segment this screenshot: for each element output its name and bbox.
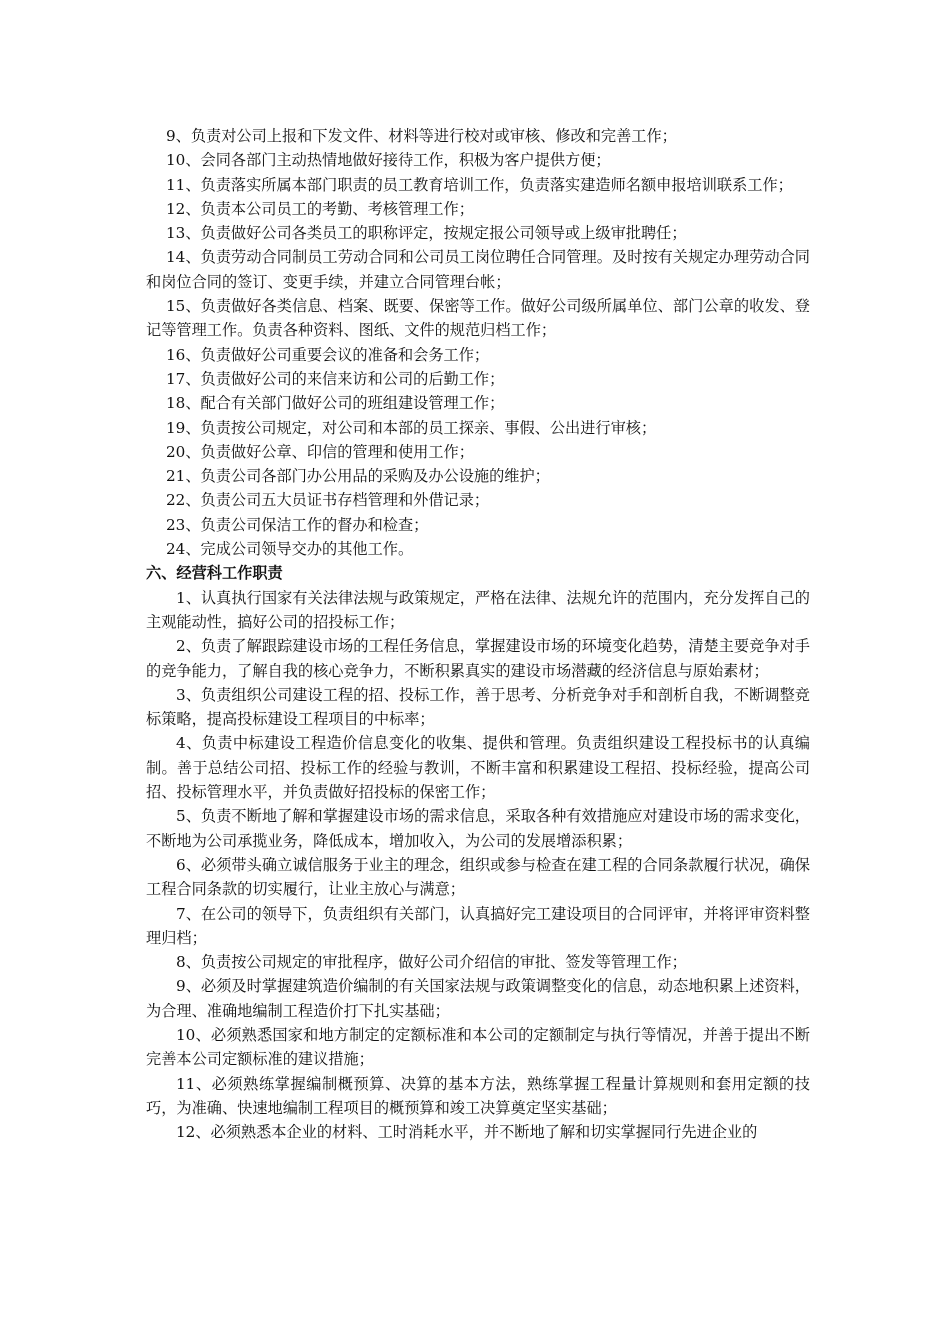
document-body <box>146 124 810 1144</box>
duty-item: 12、必须熟悉本企业的材料、工时消耗水平，并不断地了解和切实掌握同行先进企业的 <box>176 1123 758 1142</box>
duty-item: 23、负责公司保洁工作的督办和检查； <box>166 515 429 534</box>
duty-item: 4、负责中标建设工程造价信息变化的收集、提供和管理。负责组织建设工程投标书的认真编制。善于总结公司招、投标工作的经验与教训，不断丰富和积累建设工程招、投标经验，提高公司招、投标管理水平，并负责做好招投标的保密工作； <box>146 734 810 802</box>
duty-item: 5、负责不断地了解和掌握建设市场的需求信息，采取各种有效措施应对建设市场的需求变化，不断地为公司承揽业务，降低成本，增加收入，为公司的发展增添积累； <box>146 807 810 850</box>
duty-item: 3、负责组织公司建设工程的招、投标工作，善于思考、分析竞争对手和剖析自我，不断调整竞标策略，提高投标建设工程项目的中标率； <box>146 685 810 729</box>
duty-item: 16、负责做好公司重要会议的准备和会务工作； <box>166 345 490 364</box>
duty-item: 11、负责落实所属本部门职责的员工教育培训工作，负责落实建造师名额申报培训联系工作； <box>166 175 793 194</box>
duty-item: 1、认真执行国家有关法律法规与政策规定，严格在法律、法规允许的范围内，充分发挥自己的主观能动性，搞好公司的招投标工作； <box>146 588 810 631</box>
duty-item: 22、负责公司五大员证书存档管理和外借记录； <box>166 491 490 510</box>
duty-item: 19、负责按公司规定，对公司和本部的员工探亲、事假、公出进行审核； <box>166 418 657 437</box>
duty-item: 9、负责对公司上报和下发文件、材料等进行校对或审核、修改和完善工作； <box>166 127 677 145</box>
duty-item: 17、负责做好公司的来信来访和公司的后勤工作； <box>166 369 505 388</box>
duty-item: 24、完成公司领导交办的其他工作。 <box>166 540 414 559</box>
duty-item: 11、必须熟练掌握编制概预算、决算的基本方法，熟练掌握工程量计算规则和套用定额的技巧，为准确、快速地编制工程项目的概预算和竣工决算奠定坚实基础； <box>146 1074 810 1117</box>
duty-item: 20、负责做好公章、印信的管理和使用工作； <box>166 442 474 461</box>
section-heading: 六、经营科工作职责 <box>146 564 283 583</box>
duty-item: 10、会同各部门主动热情地做好接待工作，积极为客户提供方便； <box>166 151 611 170</box>
duty-item: 9、必须及时掌握建筑造价编制的有关国家法规与政策调整变化的信息，动态地积累上述资料，为合理、准确地编制工程造价打下扎实基础； <box>146 977 810 1020</box>
duty-item: 15、负责做好各类信息、档案、既要、保密等工作。做好公司级所属单位、部门公章的收发、登记等管理工作。负责各种资料、图纸、文件的规范归档工作； <box>146 297 810 340</box>
duty-item: 6、必须带头确立诚信服务于业主的理念，组织或参与检查在建工程的合同条款履行状况，确保工程合同条款的切实履行，让业主放心与满意； <box>146 855 810 899</box>
duty-item: 7、在公司的领导下，负责组织有关部门，认真搞好完工建设项目的合同评审，并将评审资料整理归档； <box>146 904 810 947</box>
duty-item: 18、配合有关部门做好公司的班组建设管理工作； <box>166 394 505 413</box>
duty-item: 12、负责本公司员工的考勤、考核管理工作； <box>166 199 474 218</box>
duty-item: 10、必须熟悉国家和地方制定的定额标准和本公司的定额制定与执行等情况，并善于提出不断完善本公司定额标准的建议措施； <box>146 1025 810 1069</box>
duty-item: 14、负责劳动合同制员工劳动合同和公司员工岗位聘任合同管理。及时按有关规定办理劳动合同和岗位合同的签订、变更手续，并建立合同管理台帐； <box>146 248 810 291</box>
duty-item: 13、负责做好公司各类员工的职称评定，按规定报公司领导或上级审批聘任； <box>166 224 687 243</box>
duty-item: 21、负责公司各部门办公用品的采购及办公设施的维护； <box>166 467 550 486</box>
duty-item: 2、负责了解跟踪建设市场的工程任务信息，掌握建设市场的环境变化趋势，清楚主要竞争对手的竞争能力，了解自我的核心竞争力，不断积累真实的建设市场潜藏的经济信息与原始素材； <box>146 637 810 680</box>
duty-item: 8、负责按公司规定的审批程序，做好公司介绍信的审批、签发等管理工作； <box>176 953 687 972</box>
